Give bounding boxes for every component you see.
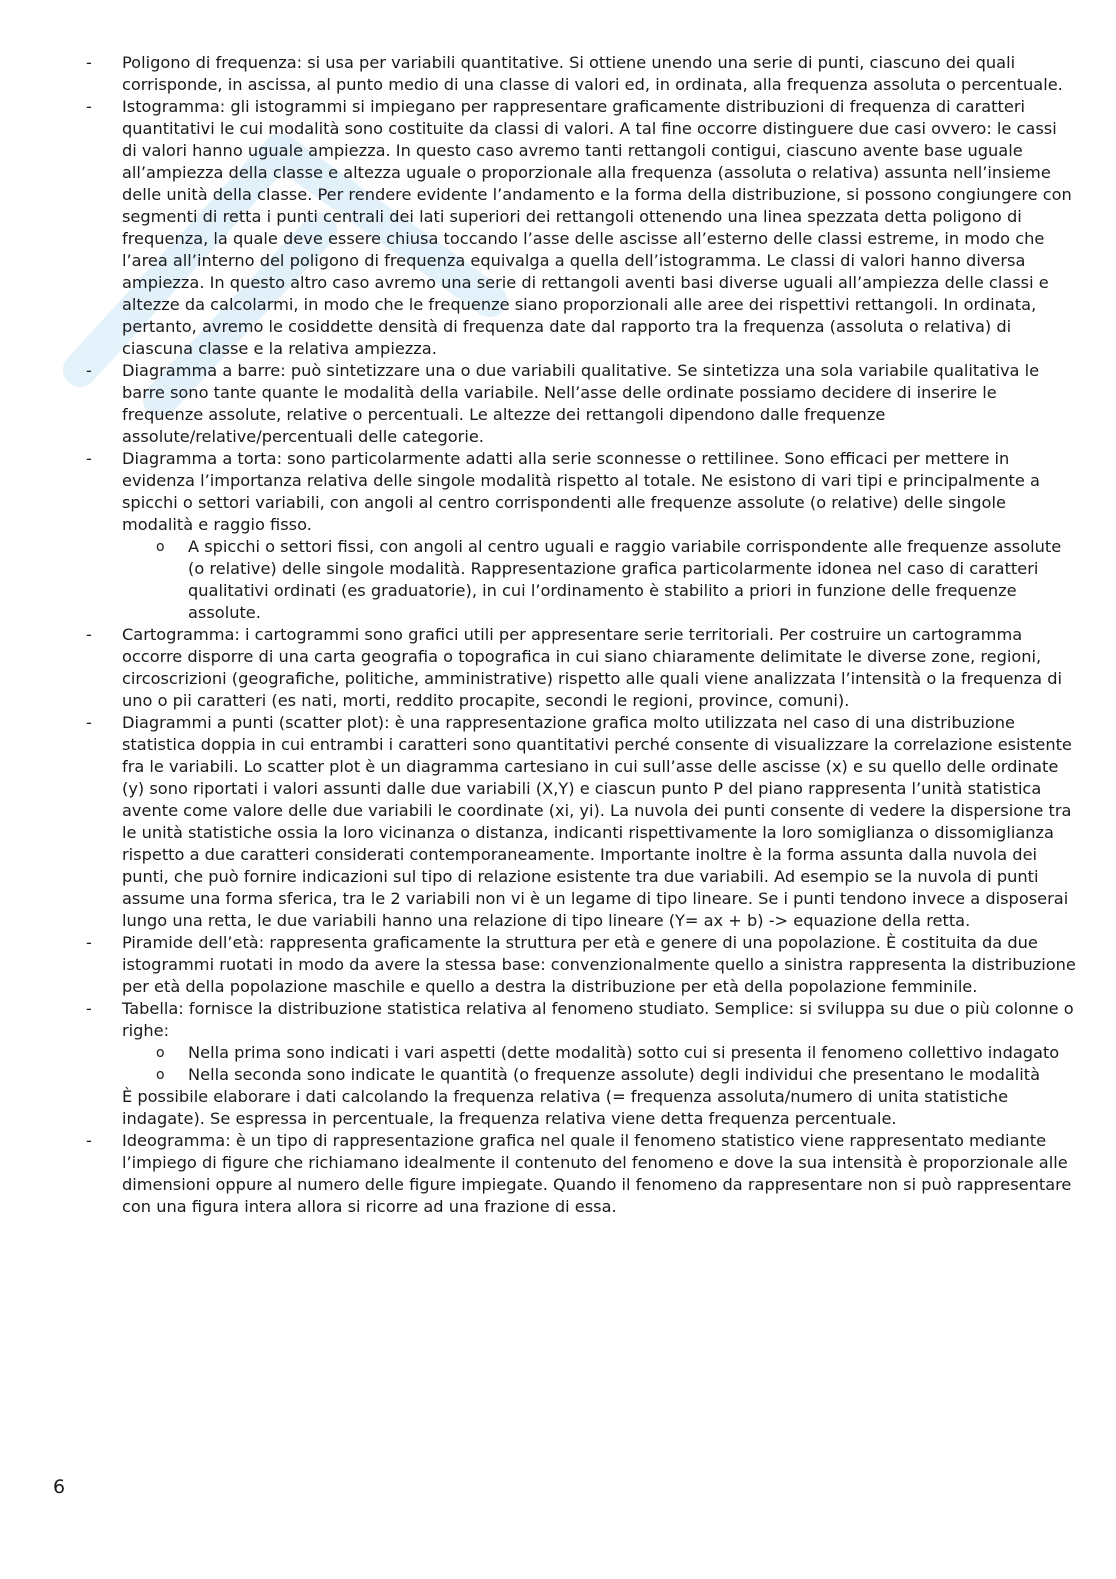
list-item-poligono: [86, 52, 1076, 96]
page-number: 6: [53, 1476, 66, 1498]
dash-bullet: -: [86, 53, 92, 72]
dash-bullet: -: [86, 361, 92, 380]
list-item-piramide-eta: [86, 932, 1076, 998]
sub-item-seconda-colonna: [86, 1064, 1076, 1086]
dash-bullet: -: [86, 933, 92, 952]
circle-bullet: o: [156, 1045, 165, 1061]
item-text: A spicchi o settori fissi, con angoli al centro uguali e raggio variabile corrispondente alle frequenze assolute (o relative) delle singole modalità. Rappresentazione grafica particolarmente idonea nel caso di caratteri qualitativi ordinati (es graduatorie), in cui l’ordinamento è stabilito a priori in funzione delle frequenze assolute.: [188, 537, 1062, 622]
item-text: Cartogramma: i cartogrammi sono grafici utili per appresentare serie territoriali. Per costruire un cartogramma occorre disporre di una carta geografia o topografica in cui siano chiaramente delimitate le diverse zone, regioni, circoscrizioni (geografiche, politiche, amministrative) rispetto alle quali viene analizzata l’intensità o la frequenza di uno o pii caratteri (es nati, morti, reddito procapite, secondi le regioni, province, comuni).: [122, 625, 1062, 710]
item-text: Nella prima sono indicati i vari aspetti (dette modalità) sotto cui si presenta il fenomeno collettivo indagato: [188, 1043, 1060, 1062]
dash-bullet: -: [86, 713, 92, 732]
list-item-istogramma: [86, 96, 1076, 360]
sub-item-prima-colonna: [86, 1042, 1076, 1064]
list-item-tabella: [86, 998, 1076, 1042]
dash-bullet: -: [86, 625, 92, 644]
circle-bullet: o: [156, 1067, 165, 1083]
item-text: È possibile elaborare i dati calcolando la frequenza relativa (= frequenza assoluta/numero di unita statistiche indagate). Se espressa in percentuale, la frequenza relativa viene detta frequenza percentuale.: [122, 1087, 1009, 1128]
item-text: Ideogramma: è un tipo di rappresentazione grafica nel quale il fenomeno statistico viene rappresentato mediante l’impiego di figure che richiamano idealmente il contenuto del fenomeno e dove la sua intensità è proporzionale alle dimensioni oppure al numero delle figure impiegate. Quando il fenomeno da rappresentare non si può rappresentare con una figura intera allora si ricorre ad una frazione di essa.: [122, 1131, 1072, 1216]
item-text: Diagrammi a punti (scatter plot): è una rappresentazione grafica molto utilizzata nel caso di una distribuzione statistica doppia in cui entrambi i caratteri sono quantitativi perché consente di visualizzare la correlazione esistente fra le variabili. Lo scatter plot è un diagramma cartesiano in cui sull’asse delle ascisse (x) e su quello delle ordinate (y) sono riportati i valori assunti dalle due variabili (X,Y) e ciascun punto P del piano rappresenta l’unità statistica avente come valore delle due variabili le coordinate (xi, yi). La nuvola dei punti consente di vedere la dispersione tra le unità statistiche ossia la loro vicinanza o distanza, indicanti rispettivamente la loro somiglianza o dissomiglianza rispetto a due caratteri considerati contemporaneamente. Importante inoltre è la forma assunta dalla nuvola dei punti, che può fornire indicazioni sul tipo di relazione esistente tra due variabili. Ad esempio se la nuvola di punti assume una forma sferica, tra le 2 variabili non vi è un legame di tipo lineare. Se i punti tendono invece a disposerai lungo una retta, le due variabili hanno una relazione di tipo lineare (Y= ax + b) -> equazione della retta.: [122, 713, 1072, 930]
sub-item-spicchi-fissi: [86, 536, 1076, 624]
item-text: Piramide dell’età: rappresenta graficamente la struttura per età e genere di una popolazione. È costituita da due istogrammi ruotati in modo da avere la stessa base: convenzionalmente quello a sinistra rappresenta la distribuzione per età della popolazione maschile e quello a destra la distribuzione per età della popolazione femminile.: [122, 933, 1076, 996]
list-item-ideogramma: [86, 1130, 1076, 1218]
dash-bullet: -: [86, 1131, 92, 1150]
list-item-scatter-plot: [86, 712, 1076, 932]
list-item-cartogramma: [86, 624, 1076, 712]
paragraph-frequenza-relativa: [86, 1086, 1076, 1130]
list-item-diagramma-barre: [86, 360, 1076, 448]
dash-bullet: -: [86, 97, 92, 116]
item-text: Nella seconda sono indicate le quantità (o frequenze assolute) degli individui che presentano le modalità: [188, 1065, 1041, 1084]
item-text: Diagramma a barre: può sintetizzare una o due variabili qualitative. Se sintetizza una sola variabile qualitativa le barre sono tante quante le modalità della variabile. Nell’asse delle ordinate possiamo decidere di inserire le frequenze assolute, relative o percentuali. Le altezze dei rettangoli dipendono dalle frequenze assolute/relative/percentuali delle categorie.: [122, 361, 1040, 446]
circle-bullet: o: [156, 539, 165, 555]
list-item-diagramma-torta: [86, 448, 1076, 536]
item-text: Istogramma: gli istogrammi si impiegano per rappresentare graficamente distribuzioni di frequenza di caratteri quantitativi le cui modalità sono costituite da classi di valori. A tal fine occorre distinguere due casi ovvero: le cassi di valori hanno uguale ampiezza. In questo caso avremo tanti rettangoli contigui, ciascuno avente base uguale all’ampiezza della classe e altezza uguale o proporzionale alla frequenza (assoluta o relativa) assunta nell’insieme delle unità della classe. Per rendere evidente l’andamento e la forma della distribuzione, si possono congiungere con segmenti di retta i punti centrali dei lati superiori dei rettangoli ottenendo una linea spezzata detta poligono di frequenza, la quale deve essere chiusa toccando l’asse delle ascisse all’esterno delle classi estreme, in modo che l’area all’interno del poligono di frequenza equivalga a quella dell’istogramma. Le classi di valori hanno diversa ampiezza. In questo altro caso avremo una serie di rettangoli aventi basi diverse uguali all’ampiezza delle classi e altezze da calcolarmi, in modo che le frequenze siano proporzionali alle aree dei rispettivi rettangoli. In ordinata, pertanto, avremo le cosiddette densità di frequenza date dal rapporto tra la frequenza (assoluta o relativa) di ciascuna classe e la relativa ampiezza.: [122, 97, 1072, 358]
dash-bullet: -: [86, 999, 92, 1018]
document-body: [86, 52, 1076, 1218]
item-text: Diagramma a torta: sono particolarmente adatti alla serie sconnesse o rettilinee. Sono efficaci per mettere in evidenza l’importanza relativa delle singole modalità rispetto al totale. Ne esistono di vari tipi e principalmente a spicchi o settori variabili, con angoli al centro corrispondenti alle frequenze assolute (o relative) delle singole modalità e raggio fisso.: [122, 449, 1040, 534]
item-text: Poligono di frequenza: si usa per variabili quantitative. Si ottiene unendo una serie di punti, ciascuno dei quali corrisponde, in ascissa, al punto medio di una classe di valori ed, in ordinata, alla frequenza assoluta o percentuale.: [122, 53, 1063, 94]
dash-bullet: -: [86, 449, 92, 468]
item-text: Tabella: fornisce la distribuzione statistica relativa al fenomeno studiato. Semplice: si sviluppa su due o più colonne o righe:: [122, 999, 1074, 1040]
